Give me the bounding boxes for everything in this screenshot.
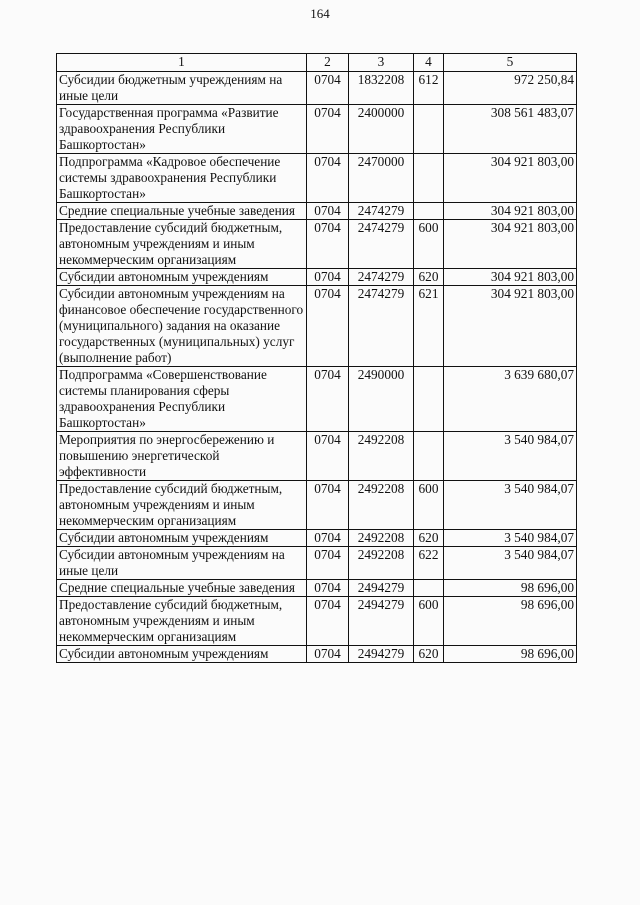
row-section-code: 0704 xyxy=(307,286,349,367)
row-expense-type: 600 xyxy=(414,481,444,530)
table-row xyxy=(57,286,577,367)
row-amount: 3 639 680,07 xyxy=(444,367,577,432)
row-expense-type: 621 xyxy=(414,286,444,367)
row-section-code: 0704 xyxy=(307,547,349,580)
row-amount: 3 540 984,07 xyxy=(444,530,577,547)
row-name: Субсидии автономным учреждениям xyxy=(57,269,307,286)
row-expense-type xyxy=(414,105,444,154)
row-amount: 3 540 984,07 xyxy=(444,481,577,530)
row-section-code: 0704 xyxy=(307,72,349,105)
table-row xyxy=(57,154,577,203)
header-col-4: 4 xyxy=(414,54,444,72)
row-amount: 304 921 803,00 xyxy=(444,154,577,203)
row-name: Субсидии автономным учреждениям на иные цели xyxy=(57,547,307,580)
row-target-code: 2474279 xyxy=(349,286,414,367)
row-amount: 308 561 483,07 xyxy=(444,105,577,154)
row-expense-type xyxy=(414,154,444,203)
row-expense-type xyxy=(414,580,444,597)
row-name: Государственная программа «Развитие здравоохранения Республики Башкортостан» xyxy=(57,105,307,154)
row-section-code: 0704 xyxy=(307,481,349,530)
row-amount: 98 696,00 xyxy=(444,646,577,663)
row-name: Субсидии автономным учреждениям xyxy=(57,646,307,663)
row-expense-type xyxy=(414,367,444,432)
table-row xyxy=(57,220,577,269)
table-row xyxy=(57,646,577,663)
row-section-code: 0704 xyxy=(307,203,349,220)
row-amount: 304 921 803,00 xyxy=(444,203,577,220)
row-name: Предоставление субсидий бюджетным, автономным учреждениям и иным некоммерческим организациям xyxy=(57,220,307,269)
row-target-code: 2474279 xyxy=(349,269,414,286)
row-target-code: 2492208 xyxy=(349,481,414,530)
table-row xyxy=(57,105,577,154)
row-section-code: 0704 xyxy=(307,646,349,663)
row-section-code: 0704 xyxy=(307,432,349,481)
row-amount: 304 921 803,00 xyxy=(444,220,577,269)
row-expense-type xyxy=(414,432,444,481)
row-expense-type: 622 xyxy=(414,547,444,580)
row-expense-type: 620 xyxy=(414,530,444,547)
row-section-code: 0704 xyxy=(307,105,349,154)
row-target-code: 2494279 xyxy=(349,597,414,646)
budget-table xyxy=(56,53,577,663)
row-amount: 98 696,00 xyxy=(444,580,577,597)
row-name: Субсидии бюджетным учреждениям на иные цели xyxy=(57,72,307,105)
table-row xyxy=(57,597,577,646)
row-section-code: 0704 xyxy=(307,154,349,203)
row-amount: 304 921 803,00 xyxy=(444,269,577,286)
table-row xyxy=(57,530,577,547)
row-expense-type xyxy=(414,203,444,220)
row-name: Подпрограмма «Совершенствование системы планирования сферы здравоохранения Республики Башкортостан» xyxy=(57,367,307,432)
row-expense-type: 612 xyxy=(414,72,444,105)
table-row xyxy=(57,269,577,286)
table-row xyxy=(57,580,577,597)
row-target-code: 2492208 xyxy=(349,530,414,547)
row-section-code: 0704 xyxy=(307,269,349,286)
header-col-1: 1 xyxy=(57,54,307,72)
row-amount: 3 540 984,07 xyxy=(444,432,577,481)
row-amount: 3 540 984,07 xyxy=(444,547,577,580)
row-target-code: 2474279 xyxy=(349,203,414,220)
header-col-3: 3 xyxy=(349,54,414,72)
row-section-code: 0704 xyxy=(307,597,349,646)
row-section-code: 0704 xyxy=(307,580,349,597)
row-target-code: 2474279 xyxy=(349,220,414,269)
row-target-code: 2490000 xyxy=(349,367,414,432)
header-col-5: 5 xyxy=(444,54,577,72)
row-expense-type: 600 xyxy=(414,597,444,646)
row-section-code: 0704 xyxy=(307,220,349,269)
row-target-code: 2492208 xyxy=(349,547,414,580)
header-row xyxy=(57,54,577,72)
row-section-code: 0704 xyxy=(307,367,349,432)
row-amount: 98 696,00 xyxy=(444,597,577,646)
page-number: 164 xyxy=(310,6,330,21)
row-name: Средние специальные учебные заведения xyxy=(57,203,307,220)
row-amount: 304 921 803,00 xyxy=(444,286,577,367)
row-amount: 972 250,84 xyxy=(444,72,577,105)
row-name: Предоставление субсидий бюджетным, автономным учреждениям и иным некоммерческим организациям xyxy=(57,597,307,646)
row-target-code: 2400000 xyxy=(349,105,414,154)
row-expense-type: 600 xyxy=(414,220,444,269)
row-target-code: 2470000 xyxy=(349,154,414,203)
table-row xyxy=(57,367,577,432)
row-expense-type: 620 xyxy=(414,646,444,663)
table-row xyxy=(57,203,577,220)
row-name: Субсидии автономным учреждениям на финансовое обеспечение государственного (муниципального) задания на оказание государственных (муниципальных) услуг (выполнение работ) xyxy=(57,286,307,367)
row-name: Средние специальные учебные заведения xyxy=(57,580,307,597)
row-name: Субсидии автономным учреждениям xyxy=(57,530,307,547)
row-section-code: 0704 xyxy=(307,530,349,547)
row-target-code: 2492208 xyxy=(349,432,414,481)
row-name: Подпрограмма «Кадровое обеспечение системы здравоохранения Республики Башкортостан» xyxy=(57,154,307,203)
header-col-2: 2 xyxy=(307,54,349,72)
row-target-code: 2494279 xyxy=(349,580,414,597)
row-expense-type: 620 xyxy=(414,269,444,286)
table-row xyxy=(57,547,577,580)
row-name: Мероприятия по энергосбережению и повышению энергетической эффективности xyxy=(57,432,307,481)
row-target-code: 2494279 xyxy=(349,646,414,663)
table-row xyxy=(57,72,577,105)
table-row xyxy=(57,481,577,530)
table-row xyxy=(57,432,577,481)
row-name: Предоставление субсидий бюджетным, автономным учреждениям и иным некоммерческим организациям xyxy=(57,481,307,530)
row-target-code: 1832208 xyxy=(349,72,414,105)
